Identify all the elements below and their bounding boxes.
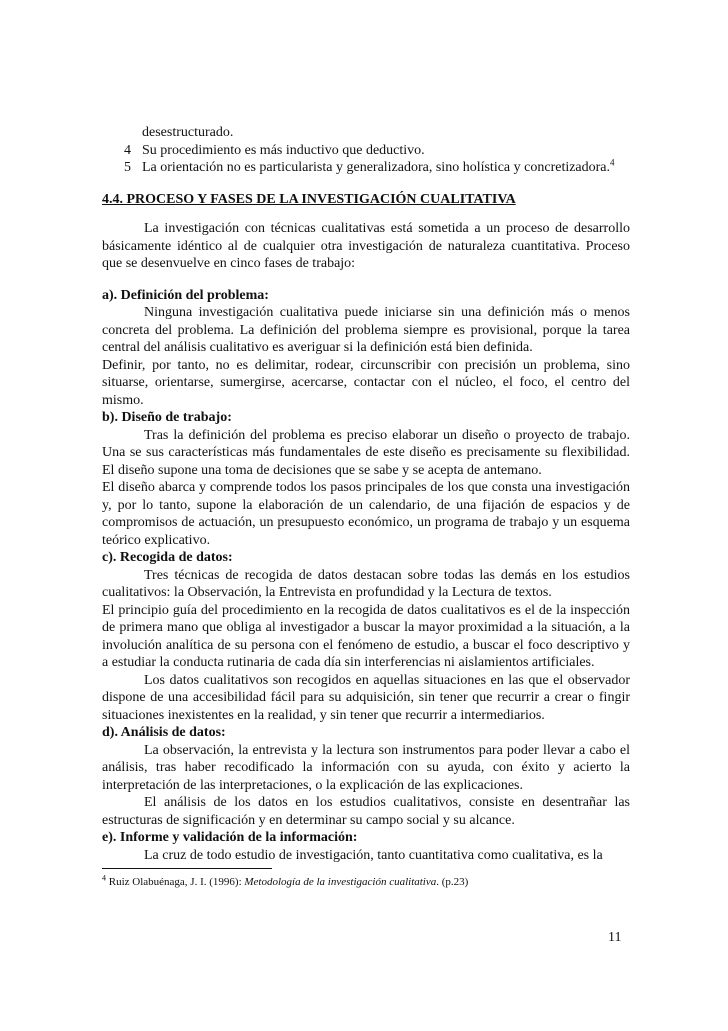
intro-paragraph: La investigación con técnicas cualitativas está sometida a un proceso de desarrollo básicamente idéntico al de cualquier otra investigación de naturaleza cuantitativa. Proceso que se desenvuelve en cinco fases de trabajo: <box>102 221 630 271</box>
footnote-title: Metodología de la investigación cualitativa <box>244 876 437 888</box>
paragraph: La observación, la entrevista y la lectura son instrumentos para poder llevar a cabo el análisis, tras haber recodificado la información con su ayuda, con éxito y acierto la interpretación de las interpretaciones, o la explicación de las explicaciones. <box>102 742 630 793</box>
paragraph: El principio guía del procedimiento en la recogida de datos cualitativos es el de la inspección de primera mano que obliga al investigador a buscar la mayor proximidad a la situación, a la involución analítica de su persona con el fenómeno de estudio, a buscar el foco descriptivo y a estudiar la conducta rutinaria de cada día sin interferencias ni aislamientos artificiales. <box>102 602 630 670</box>
footnote-divider <box>102 868 272 869</box>
paragraph: Los datos cualitativos son recogidos en aquellas situaciones en las que el observador dispone de una accesibilidad fácil para su adquisición, sin tener que recurrir a crear o fingir situaciones inexistentes en la realidad, y sin tener que recurrir a intermediarios. <box>102 672 630 723</box>
paragraph: El análisis de los datos en los estudios cualitativos, consiste en desentrañar las estructuras de significación y en determinar su campo social y su alcance. <box>102 795 630 828</box>
footnote <box>102 875 630 889</box>
paragraph: La cruz de todo estudio de investigación, tanto cuantitativa como cualitativa, es la <box>144 847 603 863</box>
list-number: 4 <box>124 142 131 158</box>
list-text: La orientación no es particularista y generalizadora, sino holística y concretizadora. <box>142 160 611 175</box>
subsection-title-c: c). Recogida de datos: <box>102 550 233 565</box>
subsection-title-b: b). Diseño de trabajo: <box>102 410 232 425</box>
list-item <box>102 159 630 177</box>
footnote-author: Ruiz Olabuénaga, J. I. (1996): <box>108 876 245 888</box>
subsection-title-a: a). Definición del problema: <box>102 287 269 303</box>
footnote-number: 4 <box>102 873 106 883</box>
paragraph: El diseño abarca y comprende todos los pasos principales de los que consta una investigación y, por lo tanto, supone la elaboración de un calendario, de una fijación de espacios y de compromisos de actuación, un presupuesto económico, un programa de trabajo y un esquema teórico explicativo. <box>102 480 630 548</box>
footnote-tail: . (p.23) <box>436 876 469 888</box>
page-number: 11 <box>608 930 622 945</box>
list-item <box>102 142 630 160</box>
paragraph: Tras la definición del problema es preciso elaborar un diseño o proyecto de trabajo. Una se sus características más fundamentales de este diseño es precisamente su flexibilidad. El diseño supone una toma de decisiones que se sabe y se acepta de antemano. <box>102 427 630 478</box>
paragraph: Ninguna investigación cualitativa puede iniciarse sin una definición más o menos concreta del problema. La definición del problema siempre es provisional, porque la tarea central del análisis cualitativo es averiguar si la definición está bien definida. <box>102 305 630 355</box>
document-page <box>102 124 630 889</box>
list-continuation: desestructurado. <box>142 125 234 140</box>
list-number: 5 <box>124 160 131 175</box>
subsection-title-e: e). Informe y validación de la información: <box>102 830 358 845</box>
paragraph: Tres técnicas de recogida de datos destacan sobre todas las demás en los estudios cualitativos: la Observación, la Entrevista en profundidad y la Lectura de textos. <box>102 567 630 600</box>
footnote-reference: 4 <box>610 157 615 168</box>
paragraph: Definir, por tanto, no es delimitar, rodear, circunscribir con precisión un problema, sino situarse, orientarse, sumergirse, acercarse, contactar con el núcleo, el foco, el centro del mismo. <box>102 357 630 408</box>
section-heading: 4.4. PROCESO Y FASES DE LA INVESTIGACIÓN CUALITATIVA <box>102 191 516 207</box>
subsection-title-d: d). Análisis de datos: <box>102 725 226 740</box>
list-text: Su procedimiento es más inductivo que deductivo. <box>142 142 425 158</box>
